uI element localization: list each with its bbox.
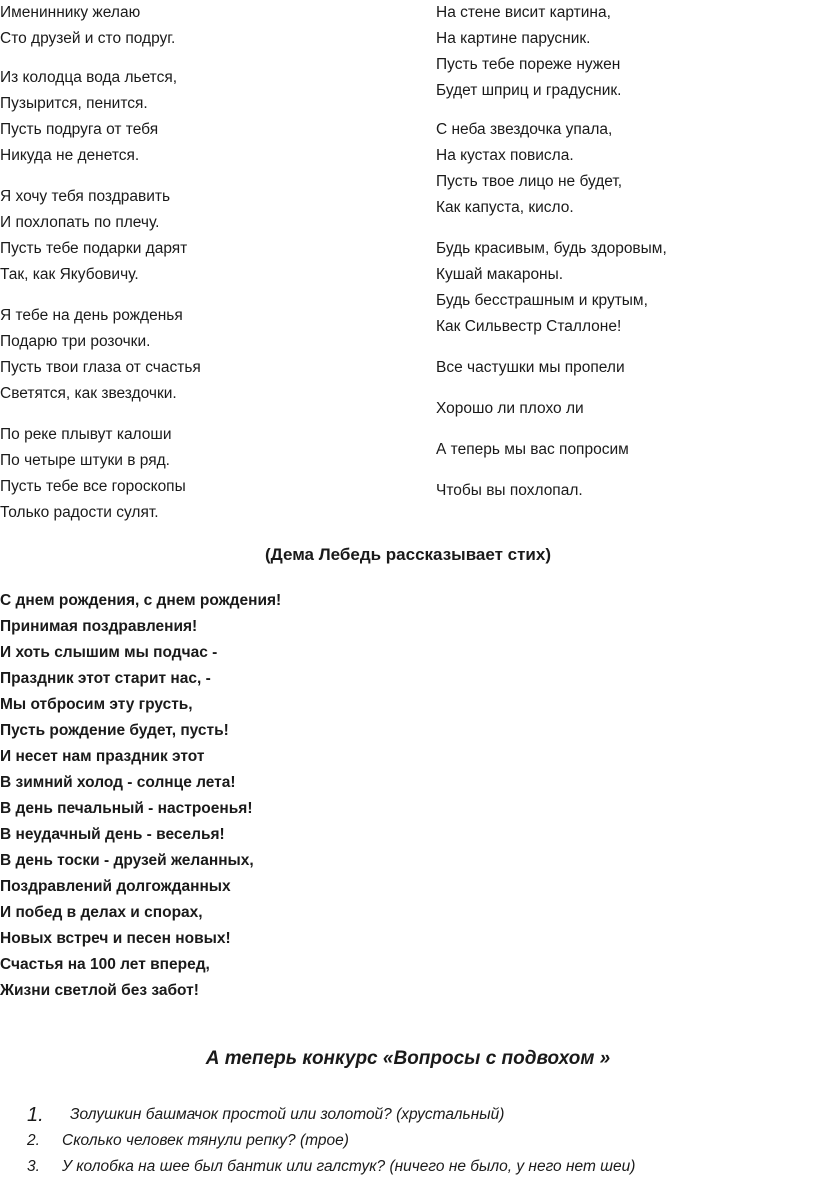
poem-line: Праздник этот старит нас, -	[0, 670, 211, 687]
verse-line: Пусть твое лицо не будет,	[436, 173, 623, 190]
stanza	[0, 65, 177, 169]
question-number: 1.	[27, 1104, 44, 1126]
question-text: Сколько человек тянули репку? (трое)	[62, 1132, 349, 1149]
verse-line: Чтобы вы похлопал.	[436, 482, 583, 499]
question-item	[0, 1102, 816, 1128]
verse-line: На кустах повисла.	[436, 147, 574, 164]
question-item	[0, 1154, 816, 1180]
poem-line: Поздравлений долгожданных	[0, 878, 231, 895]
stanza	[0, 303, 201, 407]
verse-line: Будет шприц и градусник.	[436, 82, 622, 99]
verse-line: Так, как Якубовичу.	[0, 266, 139, 283]
birthday-poem	[0, 588, 500, 1004]
poem-line: В зимний холод - солнце лета!	[0, 774, 236, 791]
verse-line: И похлопать по плечу.	[0, 214, 160, 231]
poem-line: В день тоски - друзей желанных,	[0, 852, 254, 869]
stanza	[0, 0, 175, 52]
verse-line: А теперь мы вас попросим	[436, 441, 629, 458]
verse-line: Никуда не денется.	[0, 147, 140, 164]
verse-line: Пусть твои глаза от счастья	[0, 359, 201, 376]
poem-line: В день печальный - настроенья!	[0, 800, 253, 817]
verse-line: Сто друзей и сто подруг.	[0, 30, 176, 47]
section-heading: (Дема Лебедь рассказывает стих)	[264, 545, 551, 564]
verse-line: Из колодца вода льется,	[0, 69, 178, 86]
poem-line: И хоть слышим мы подчас -	[0, 644, 218, 661]
verse-line: Светятся, как звездочки.	[0, 385, 177, 402]
verse-line: Будь бесстрашным и крутым,	[436, 292, 648, 309]
verse-line: Только радости сулят.	[0, 504, 159, 521]
question-list	[0, 1102, 816, 1180]
verse-line: Пусть подруга от тебя	[0, 121, 159, 138]
verse-line: Подарю три розочки.	[0, 333, 151, 350]
verse-line: С неба звездочка упала,	[436, 121, 613, 138]
question-item	[0, 1128, 816, 1154]
poem-line: С днем рождения, с днем рождения!	[0, 592, 282, 609]
question-text: У колобка на шее был бантик или галстук? (ничего не было, у него нет шеи)	[62, 1158, 636, 1175]
poem-line: Жизни светлой без забот!	[0, 982, 199, 999]
poem-line: В неудачный день - веселья!	[0, 826, 225, 843]
poem-line: И несет нам праздник этот	[0, 748, 205, 765]
verse-line: Пусть тебе все гороскопы	[0, 478, 186, 495]
verse-line: Как Сильвестр Сталлоне!	[436, 318, 622, 335]
question-text: Золушкин башмачок простой или золотой? (хрустальный)	[70, 1106, 505, 1123]
question-number: 2.	[27, 1132, 40, 1149]
verse-line: Будь красивым, будь здоровым,	[436, 240, 667, 257]
stanza	[436, 117, 622, 221]
stanza	[436, 0, 621, 104]
poem-line: И побед в делах и спорах,	[0, 904, 203, 921]
verse-line: Пусть тебе подарки дарят	[0, 240, 188, 257]
verse-line: Имениннику желаю	[0, 4, 141, 21]
verse-line: Я тебе на день рожденья	[0, 307, 183, 324]
verse-line: Пузырится, пенится.	[0, 95, 148, 112]
poem-line: Принимая поздравления!	[0, 618, 198, 635]
question-number: 3.	[27, 1158, 40, 1175]
verse-line: На картине парусник.	[436, 30, 591, 47]
verse-line: Я хочу тебя поздравить	[0, 188, 171, 205]
verse-line: По реке плывут калоши	[0, 426, 172, 443]
stanza	[436, 236, 667, 340]
verse-line: Кушай макароны.	[436, 266, 564, 283]
contest-title: А теперь конкурс «Вопросы с подвохом »	[205, 1048, 611, 1069]
poem-line: Новых встреч и песен новых!	[0, 930, 231, 947]
verse-line: Как капуста, кисло.	[436, 199, 574, 216]
poem-line: Мы отбросим эту грусть,	[0, 696, 193, 713]
verse-line: Хорошо ли плохо ли	[436, 400, 584, 417]
verse-line: По четыре штуки в ряд.	[0, 452, 170, 469]
verse-line: Пусть тебе пореже нужен	[436, 56, 621, 73]
poem-line: Счастья на 100 лет вперед,	[0, 956, 210, 973]
poem-line: Пусть рождение будет, пусть!	[0, 722, 229, 739]
stanza	[0, 184, 187, 288]
verse-line: Все частушки мы пропели	[436, 359, 625, 376]
stanza	[0, 422, 186, 526]
verse-line: На стене висит картина,	[436, 4, 611, 21]
